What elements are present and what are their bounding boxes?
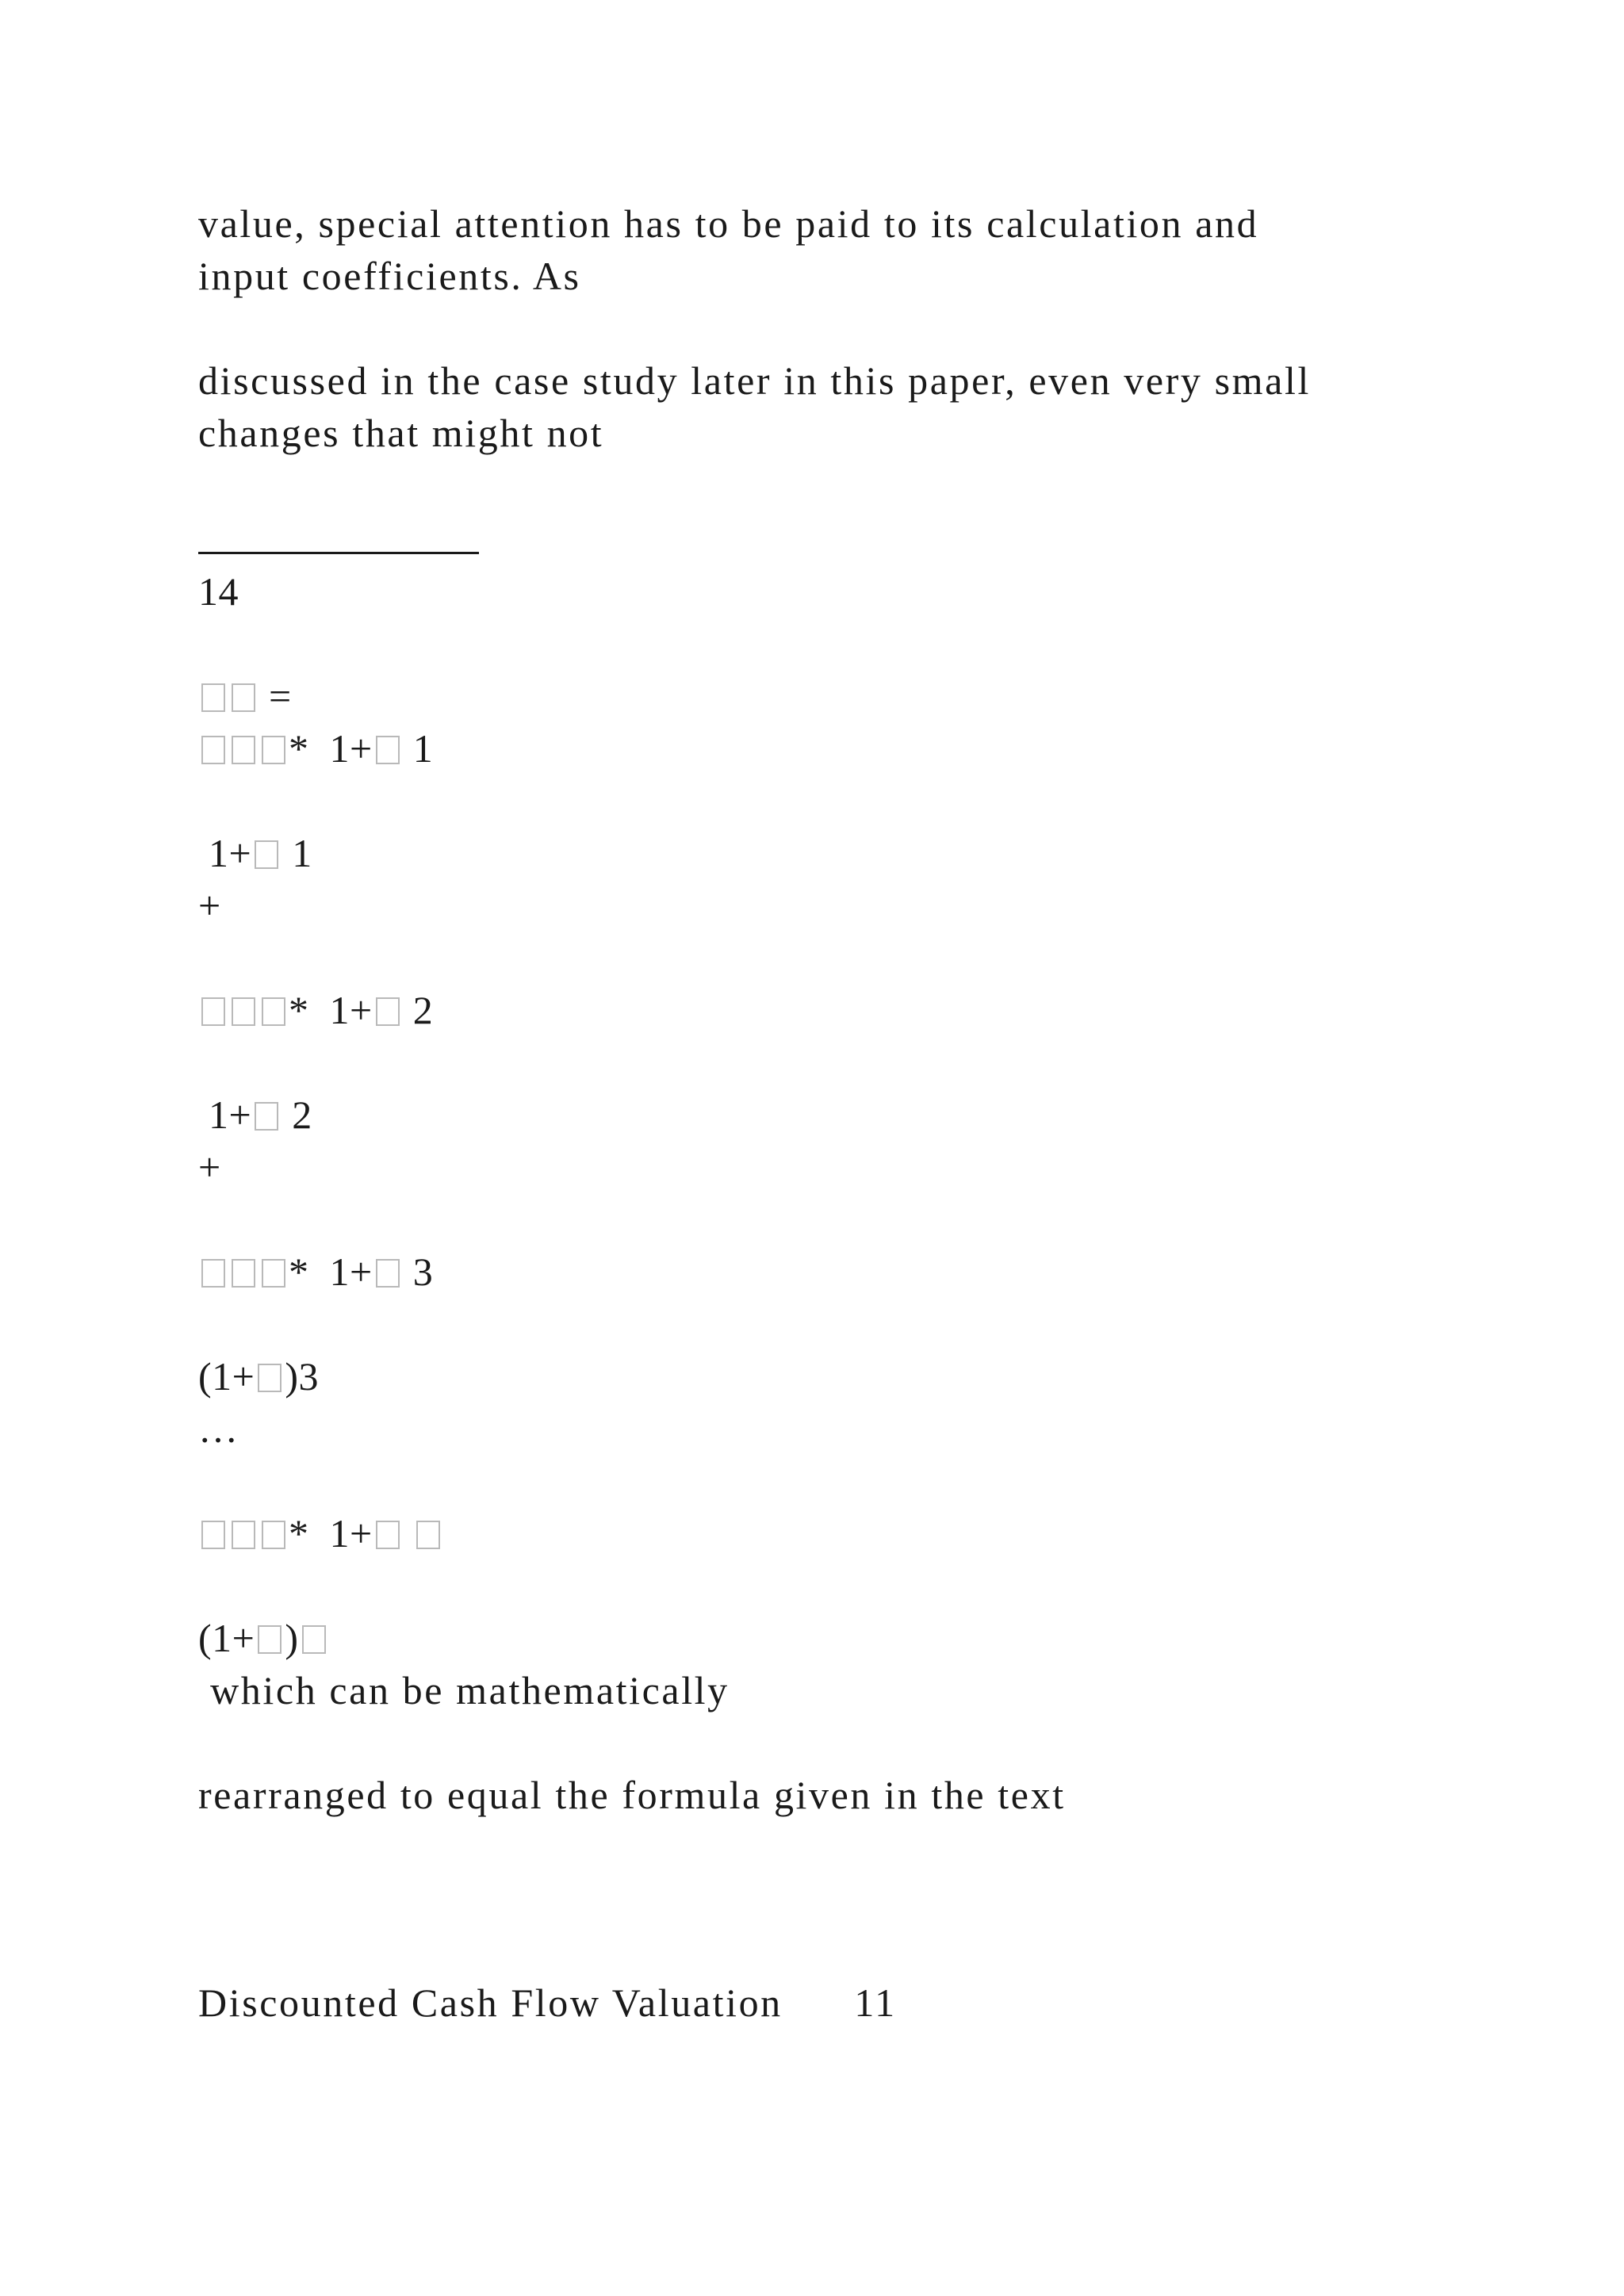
body-text-line: input coefficients. As bbox=[198, 254, 581, 298]
missing-glyph-icon bbox=[262, 997, 285, 1026]
formula-ellipsis: … bbox=[198, 1406, 239, 1451]
page-number: 11 bbox=[854, 1980, 897, 2025]
footnote-separator bbox=[198, 552, 479, 554]
missing-glyph-icon bbox=[201, 1259, 225, 1288]
missing-glyph-icon bbox=[262, 1521, 285, 1549]
missing-glyph-icon bbox=[255, 840, 278, 869]
missing-glyph-icon bbox=[416, 1521, 440, 1549]
body-text-line: changes that might not bbox=[198, 411, 604, 455]
formula-line: = bbox=[198, 672, 292, 720]
missing-glyph-icon bbox=[232, 683, 255, 712]
missing-glyph-icon bbox=[258, 1364, 282, 1392]
missing-glyph-icon bbox=[232, 736, 255, 764]
formula-plus: + bbox=[198, 1145, 221, 1189]
missing-glyph-icon bbox=[376, 1521, 400, 1549]
missing-glyph-icon bbox=[302, 1625, 326, 1654]
formula-line: 1+ 1 bbox=[198, 831, 312, 875]
missing-glyph-icon bbox=[232, 997, 255, 1026]
footnote-number: 14 bbox=[198, 569, 239, 614]
body-text-line: value, special attention has to be paid to its calculation and bbox=[198, 201, 1259, 246]
formula-line: * 1+ 2 bbox=[198, 986, 433, 1034]
formula-line: (1+ )3 bbox=[198, 1354, 320, 1399]
missing-glyph-icon bbox=[262, 736, 285, 764]
missing-glyph-icon bbox=[232, 1259, 255, 1288]
missing-glyph-icon bbox=[262, 1259, 285, 1288]
missing-glyph-icon bbox=[232, 1521, 255, 1549]
formula-line: (1+ ) bbox=[198, 1614, 329, 1662]
formula-plus: + bbox=[198, 883, 221, 928]
missing-glyph-icon bbox=[376, 1259, 400, 1288]
formula-line: * 1+ 3 bbox=[198, 1248, 433, 1295]
missing-glyph-icon bbox=[255, 1102, 278, 1131]
missing-glyph-icon bbox=[376, 997, 400, 1026]
formula-line: 1+ 2 bbox=[198, 1093, 312, 1137]
missing-glyph-icon bbox=[258, 1625, 282, 1654]
running-footer bbox=[198, 1979, 897, 2026]
missing-glyph-icon bbox=[201, 997, 225, 1026]
missing-glyph-icon bbox=[201, 1521, 225, 1549]
formula-line: * 1+ 1 bbox=[198, 725, 433, 772]
body-text-line: discussed in the case study later in this paper, even very small bbox=[198, 358, 1311, 403]
formula-line: * 1+ bbox=[198, 1510, 443, 1557]
footnote-text: which can be mathematically bbox=[198, 1668, 730, 1712]
missing-glyph-icon bbox=[201, 683, 225, 712]
missing-glyph-icon bbox=[201, 736, 225, 764]
footer-title: Discounted Cash Flow Valuation bbox=[198, 1980, 783, 2025]
footnote-text: rearranged to equal the formula given in the text bbox=[198, 1773, 1066, 1817]
missing-glyph-icon bbox=[376, 736, 400, 764]
